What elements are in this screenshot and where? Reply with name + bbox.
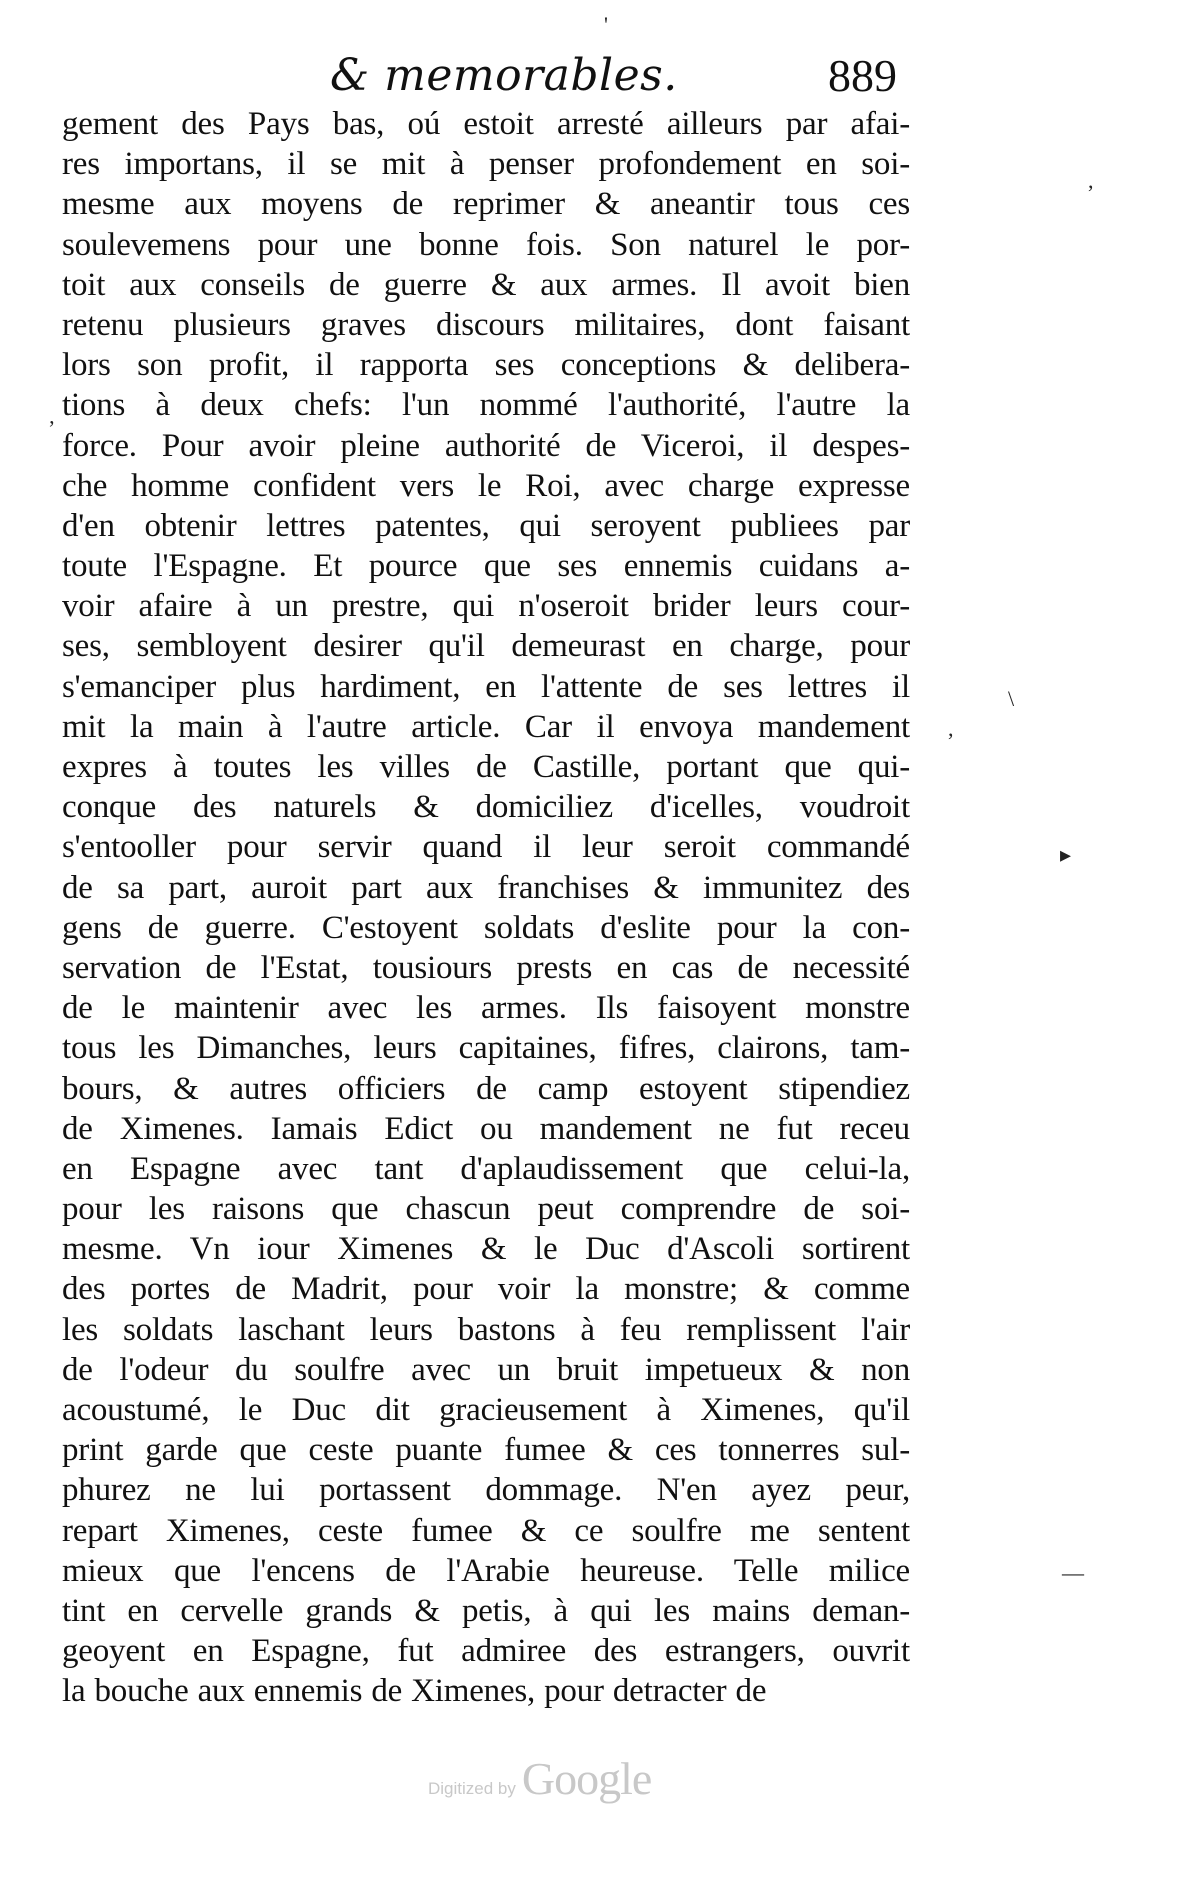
text-line: gement des Pays bas, oú estoit arresté ailleurs par afai-: [62, 106, 910, 142]
text-line: mit la main à l'autre article. Car il envoya mandement: [62, 708, 910, 745]
text-line: de le maintenir avec les armes. Ils faisoyent monstre: [62, 990, 910, 1027]
text-line: pour les raisons que chascun peut comprendre de soi-: [62, 1191, 910, 1228]
text-line: tous les Dimanches, leurs capitaines, fifres, clairons, tam-: [62, 1030, 910, 1067]
scan-speck-mark: ,: [948, 716, 954, 741]
text-line: des portes de Madrit, pour voir la monstre; & comme: [62, 1271, 910, 1308]
running-head: [0, 48, 1188, 108]
body-text: [62, 104, 910, 1712]
text-line: toit aux conseils de guerre & aux armes. Il avoit bien: [62, 266, 910, 303]
text-line: expres à toutes les villes de Castille, portant que qui-: [62, 749, 910, 785]
text-line: phurez ne lui portassent dommage. N'en ayez peur,: [62, 1472, 910, 1509]
text-line: repart Ximenes, ceste fumee & ce soulfre me sentent: [62, 1512, 910, 1549]
text-line: soulevemens pour une bonne fois. Son naturel le por-: [62, 226, 910, 263]
page-number: 889: [828, 50, 897, 101]
text-line: lors son profit, il rapporta ses conceptions & delibera-: [62, 347, 910, 384]
scan-speck-mark: ʼ: [48, 416, 56, 441]
text-line: d'en obtenir lettres patentes, qui seroyent publiees par: [62, 507, 910, 544]
text-line: force. Pour avoir pleine authorité de Viceroi, il despes-: [62, 427, 910, 464]
text-line: retenu plusieurs graves discours militaires, dont faisant: [62, 306, 910, 343]
text-line: tions à deux chefs: l'un nommé l'authorité, l'autre la: [62, 387, 910, 424]
watermark-prefix: Digitized by: [428, 1779, 516, 1798]
text-line: s'emanciper plus hardiment, en l'attente de ses lettres il: [62, 668, 910, 705]
text-line: bours, & autres officiers de camp estoyent stipendiez: [62, 1070, 910, 1107]
scan-speck-mark: \: [1008, 686, 1015, 711]
google-logo: Google: [521, 1753, 652, 1804]
text-line: mesme aux moyens de reprimer & aneantir tous ces: [62, 186, 910, 223]
text-line: mieux que l'encens de l'Arabie heureuse. Telle milice: [62, 1552, 910, 1589]
text-line: s'entooller pour servir quand il leur seroit commandé: [62, 829, 910, 866]
scan-speck-mark: ▸: [1060, 842, 1072, 867]
digitized-watermark: [428, 1752, 651, 1812]
text-line: de l'odeur du soulfre avec un bruit impetueux & non: [62, 1351, 910, 1388]
text-line: toute l'Espagne. Et pource que ses ennemis cuidans a-: [62, 548, 910, 585]
text-line: de sa part, auroit part aux franchises & immunitez des: [62, 869, 910, 906]
text-line: conque des naturels & domiciliez d'icelles, voudroit: [62, 789, 910, 826]
text-line: les soldats laschant leurs bastons à feu remplissent l'air: [62, 1311, 910, 1348]
text-line: gens de guerre. C'estoyent soldats d'eslite pour la con-: [62, 909, 910, 946]
text-line: en Espagne avec tant d'aplaudissement que celui-la,: [62, 1150, 910, 1187]
text-line: che homme confident vers le Roi, avec charge expresse: [62, 467, 910, 504]
text-line: mesme. Vn iour Ximenes & le Duc d'Ascoli sortirent: [62, 1231, 910, 1268]
text-line: servation de l'Estat, tousiours prests en cas de necessité: [62, 949, 910, 986]
text-line: res importans, il se mit à penser profondement en soi-: [62, 146, 910, 183]
text-line: la bouche aux ennemis de Ximenes, pour detracter de: [62, 1673, 767, 1710]
text-line: ses, sembloyent desirer qu'il demeurast en charge, pour: [62, 628, 910, 665]
text-line: tint en cervelle grands & petis, à qui les mains deman-: [62, 1592, 910, 1629]
scan-speck-mark: ,: [1088, 168, 1094, 193]
scan-speck-mark: ': [604, 12, 608, 37]
text-line: de Ximenes. Iamais Edict ou mandement ne fut receu: [62, 1110, 910, 1147]
scan-speck-mark: —: [1062, 1560, 1084, 1585]
text-line: voir afaire à un prestre, qui n'oseroit brider leurs cour-: [62, 588, 910, 625]
text-line: geoyent en Espagne, fut admiree des estrangers, ouvrit: [62, 1633, 910, 1670]
text-line: print garde que ceste puante fumee & ces tonnerres sul-: [62, 1432, 910, 1469]
text-line: acoustumé, le Duc dit gracieusement à Ximenes, qu'il: [62, 1392, 910, 1428]
running-title: & memorables.: [330, 50, 678, 101]
